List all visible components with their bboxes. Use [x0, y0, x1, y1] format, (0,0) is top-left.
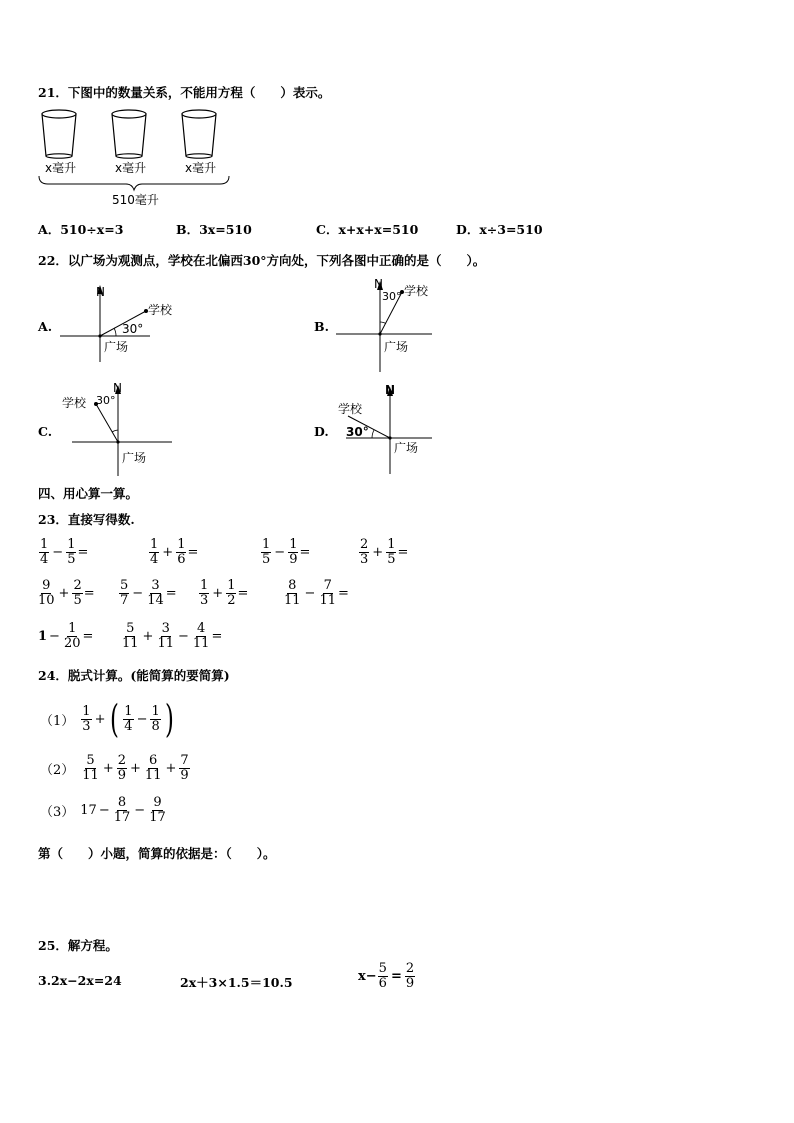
school-label: 学校	[148, 303, 173, 317]
q22-option-d-label[interactable]: D.	[314, 424, 329, 439]
angle-label: 30°	[96, 394, 116, 407]
calc-problem-2: （2） $\frac{5}{11}$ + $\frac{2}{9}$ + $\frac{6}{11}$ + $\frac{7}{9}$	[40, 753, 189, 783]
cup-icon	[42, 110, 76, 158]
q24-footer: 第（ ）小题，简算的依据是：（ ）。	[38, 846, 276, 861]
q25-title: 25．解方程。	[38, 938, 118, 953]
equation-1: 3.2x−2x=24	[38, 973, 122, 988]
q21-option-a[interactable]: A．510÷x=3	[38, 222, 124, 237]
north-label: N	[96, 285, 105, 299]
mental-math-item: $\frac{1}{4}$ − $\frac{1}{5}$ =	[40, 537, 89, 567]
q22-option-b-label[interactable]: B.	[314, 319, 329, 334]
mental-math-item: $\frac{1}{4}$ + $\frac{1}{6}$ =	[150, 537, 199, 567]
q22-option-a-label[interactable]: A.	[38, 319, 53, 334]
diagram-b	[336, 276, 446, 376]
q23-title: 23．直接写得数.	[38, 512, 135, 527]
mental-math-item: $\frac{5}{7}$ − $\frac{3}{14}$ =	[120, 578, 177, 608]
angle-label: 30°	[382, 290, 402, 303]
q24-title: 24．脱式计算。(能简算的要简算)	[38, 668, 230, 683]
q21-option-d[interactable]: D．x÷3=510	[456, 222, 543, 237]
cup-label: x毫升	[45, 161, 77, 175]
diagram-c	[60, 378, 180, 478]
square-label: 广场	[384, 340, 409, 354]
q22-option-c-label[interactable]: C.	[38, 424, 53, 439]
calc-problem-3: （3） 17 − $\frac{8}{17}$ − $\frac{9}{17}$	[40, 795, 166, 825]
cups-figure	[36, 104, 236, 208]
mental-math-item: $\frac{2}{3}$ + $\frac{1}{5}$ =	[360, 537, 409, 567]
square-label: 广场	[104, 340, 129, 354]
mental-math-item: $\frac{5}{11}$ + $\frac{3}{11}$ − $\frac{4}{11}$ =	[122, 621, 223, 651]
mental-math-item: $\frac{8}{11}$ − $\frac{7}{11}$ =	[284, 578, 349, 608]
q21-option-c[interactable]: C．x+x+x=510	[316, 222, 419, 237]
diagram-a	[60, 282, 190, 372]
equation-3: x− $\frac{5}{6}$ = $\frac{2}{9}$	[358, 961, 415, 991]
q21-title: 21．下图中的数量关系，不能用方程（ ）表示。	[38, 85, 331, 100]
mental-math-item: $\frac{1}{5}$ − $\frac{1}{9}$ =	[262, 537, 311, 567]
diagram-d	[334, 376, 444, 476]
calc-problem-1: （1） $\frac{1}{3}$ + ( $\frac{1}{4}$ − $\frac{1}{8}$ )	[40, 697, 174, 741]
north-label: N	[374, 277, 383, 291]
q21-option-b[interactable]: B．3x=510	[176, 222, 252, 237]
square-label: 广场	[122, 451, 147, 465]
cup-label: x毫升	[185, 161, 217, 175]
total-label: 510毫升	[112, 193, 159, 207]
mental-math-item: $\frac{9}{10}$ + $\frac{2}{5}$ =	[38, 578, 95, 608]
school-label: 学校	[62, 396, 87, 410]
cup-icon	[182, 110, 216, 158]
total-brace	[39, 176, 229, 190]
school-label: 学校	[404, 284, 429, 298]
north-label: N	[113, 381, 122, 395]
equation-2: 2x＋3×1.5＝10.5	[180, 975, 293, 990]
north-label: N	[385, 383, 396, 397]
cup-label: x毫升	[115, 161, 147, 175]
square-label: 广场	[394, 441, 419, 455]
q22-title: 22．以广场为观测点，学校在北偏西30°方向处，下列各图中正确的是（ ）。	[38, 253, 486, 268]
school-label: 学校	[338, 402, 363, 416]
angle-label: 30°	[122, 322, 144, 336]
section-title: 四、用心算一算。	[38, 486, 139, 501]
mental-math-item: 1 − $\frac{1}{20}$ =	[38, 621, 94, 651]
cup-icon	[112, 110, 146, 158]
mental-math-item: $\frac{1}{3}$ + $\frac{1}{2}$ =	[200, 578, 249, 608]
angle-label: 30°	[346, 425, 369, 439]
